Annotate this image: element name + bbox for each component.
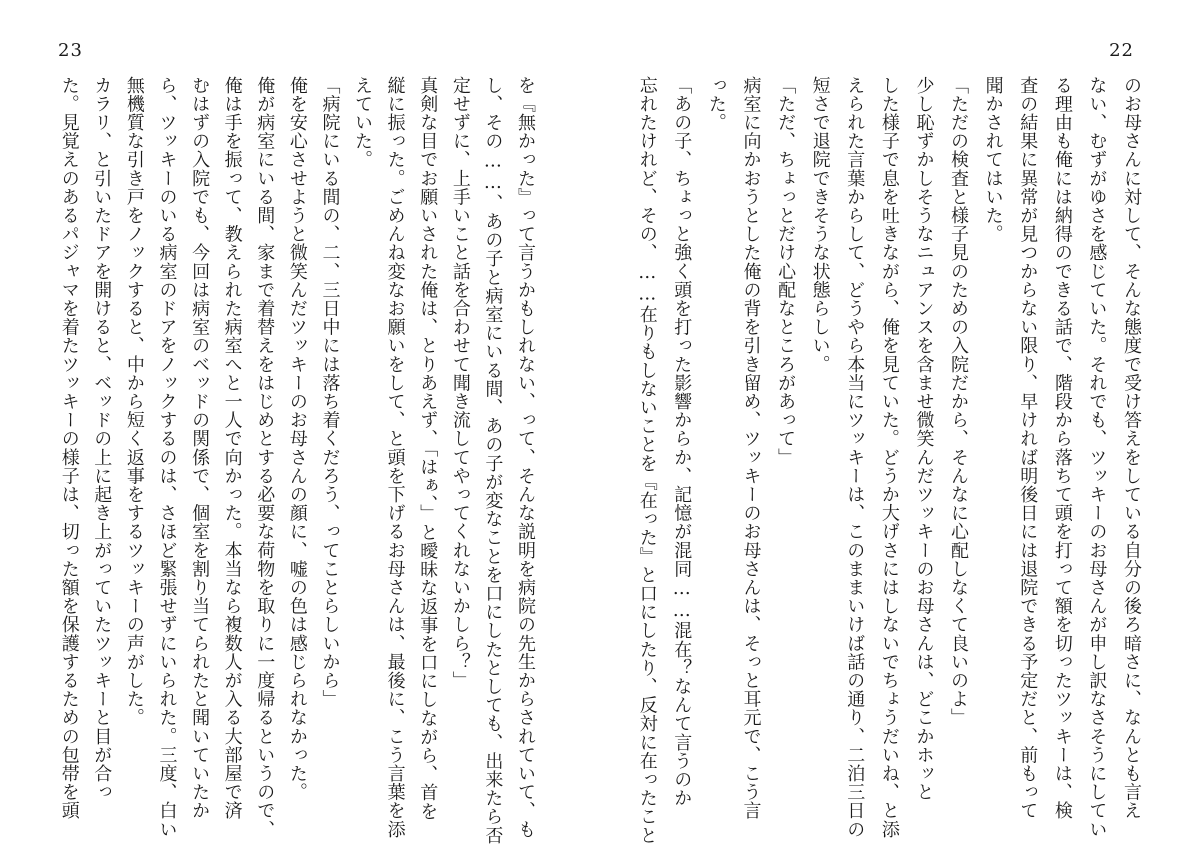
text-column: ら、ツッキーのいる病室のドアをノックするのは、さほど緊張せずにいられた。三度、白い	[156, 76, 178, 839]
text-column: ない、むずがゆさを感じていた。それでも、ツッキーのお母さんが申し訳なさそうにしてい	[1086, 76, 1108, 839]
text-column: 聞かされてはいた。	[982, 76, 1004, 244]
page-number-right: 22	[1109, 40, 1134, 61]
text-column: 短さで退院できそうな状態らしい。	[809, 76, 831, 374]
text-column: 定せずに、上手いこと話を合わせて聞き流してやってくれないかしら？」	[449, 76, 471, 690]
text-column: 「ただ、ちょっとだけ心配なところがあって」	[775, 76, 797, 467]
text-column: のお母さんに対して、そんな態度で受け答えをしている自分の後ろ暗さに、なんとも言え	[1121, 76, 1142, 820]
text-column: る理由も俺には納得のできる話で、階段から落ちて頭を打って額を切ったツッキーは、検	[1051, 76, 1073, 820]
text-column: えていた。	[352, 76, 374, 169]
text-column: 査の結果に異常が見つからない限り、早ければ明後日には退院できる予定だと、前もって	[1017, 76, 1039, 820]
text-column: カラリ、と引いたドアを開けると、ベッドの上に起き上がっていたツッキーと目が合っ	[91, 76, 113, 802]
right-page-text	[620, 76, 1142, 845]
text-column: 無機質な引き戸をノックすると、中から短く返事をするツッキーの声がした。	[123, 76, 145, 727]
text-column: 俺を安心させようと微笑んだツッキーのお母さんの顔に、嘘の色は感じられなかった。	[286, 76, 308, 802]
text-column: 「ただの検査と様子見のための入院だから、そんなに心配しなくて良いのよ」	[948, 76, 970, 727]
text-column: えられた言葉からして、どうやら本当にツッキーは、このままいけば話の通り、二泊三日の	[844, 76, 866, 839]
text-column: 少し恥ずかしそうなニュアンスを含ませ微笑んだツッキーのお母さんは、どこかホッと	[913, 76, 935, 802]
left-page-text	[58, 76, 536, 845]
text-column: 「病院にいる間の、二、三日中には落ち着くだろう、ってことらしいから」	[319, 76, 341, 709]
text-column: 病室に向かおうとした俺の背を引き留め、ツッキーのお母さんは、そっと耳元で、こう言	[740, 76, 762, 820]
page-number-left: 23	[58, 40, 83, 61]
text-column: た。見覚えのあるパジャマを着たツッキーの様子は、切った額を保護するための包帯を頭	[58, 76, 80, 820]
text-column: むはずの入院でも、今回は病室のベッドの関係で、個室を割り当てられたと聞いていたか	[189, 76, 211, 820]
text-column: 縦に振った。ごめんね変なお願いをして、と頭を下げるお母さんは、最後に、こう言葉を添	[384, 76, 406, 839]
text-column: 俺は手を振って、教えられた病室へと一人で向かった。本当なら複数人が入る大部屋で済	[221, 76, 243, 820]
text-column: 俺が病室にいる間、家まで着替えをはじめとする必要な荷物を取りに一度帰るというので、	[254, 76, 276, 839]
text-column: し、その……、あの子と病室にいる間、あの子が変なことを口にしたとしても、出来たら否	[482, 76, 504, 845]
text-column: を『無かった』って言うかもしれない、って、そんな説明を病院の先生からされていて、も	[515, 76, 536, 839]
text-column: った。	[705, 76, 727, 132]
text-column: 忘れたけれど、その、……在りもしないことを『在った』と口にしたり、反対に在ったこと	[636, 76, 658, 845]
text-column: 真剣な目でお願いされた俺は、とりあえず、「はぁ、」と曖昧な返事を口にしながら、首を	[417, 76, 439, 821]
text-column: した様子で息を吐きながら、俺を見ていた。どうか大げさにはしないでちょうだいね、と添	[878, 76, 900, 839]
text-column: 「あの子、ちょっと強く頭を打った影響からか、記憶が混同……混在？なんて言うのか	[671, 76, 693, 808]
